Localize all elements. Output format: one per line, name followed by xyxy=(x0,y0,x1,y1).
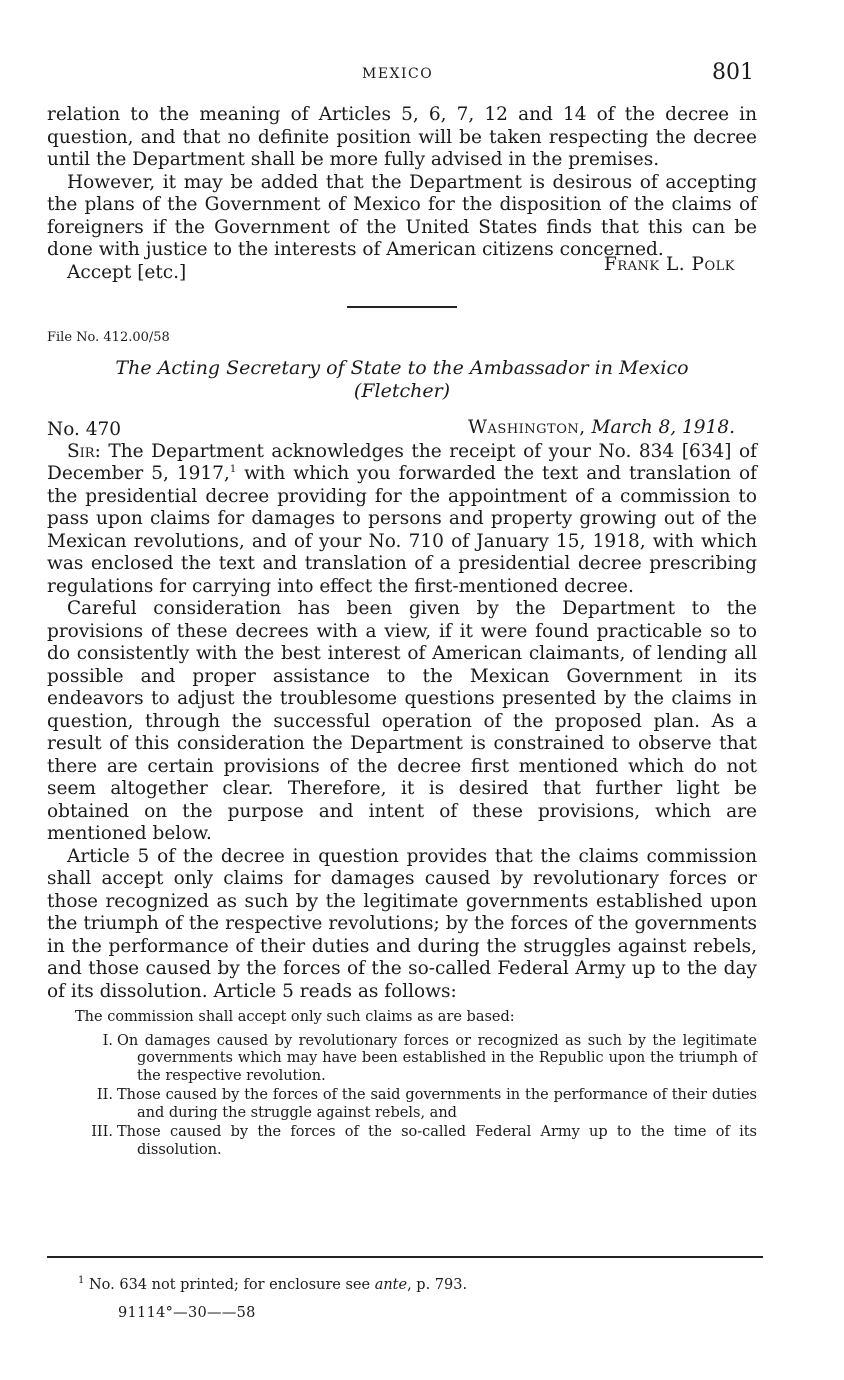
paragraph xyxy=(47,441,757,599)
paragraph: However, it may be added that the Department is desirous of accepting the plans of the Government of Mexico for the disposition of the claims of foreigners if the Government of the United States finds that this can be done with justice to the interests of American citizens concerned. xyxy=(47,171,757,260)
document-heading: The Acting Secretary of State to the Ambassador in Mexico (Fletcher) xyxy=(115,356,689,402)
quote-item xyxy=(47,1087,757,1122)
footnote-text: , p. 793. xyxy=(407,1277,468,1293)
quote-item xyxy=(47,1033,757,1086)
running-head xyxy=(0,60,844,90)
quote-intro: The commission shall accept only such claims as are based: xyxy=(75,1009,515,1025)
dateline-place: Washington, xyxy=(468,416,586,438)
document-number: No. 470 xyxy=(47,418,122,440)
quote-item-number: I. xyxy=(102,1032,113,1049)
footnote-reference: 1 xyxy=(229,463,237,475)
paragraph: Article 5 of the decree in question provides that the claims commission shall accept only claims for damages caused by revolutionary forces or those recognized as such by the legitimate governments established upon the triumph of the respective revolutions; by the forces of the governments in the performance of their duties and during the struggles against rebels, and those caused by the forces of the so-called Federal Army up to the day of its dissolution. Article 5 reads as follows: xyxy=(47,845,757,1002)
dateline-row xyxy=(47,417,757,441)
footnote-rule xyxy=(47,1256,763,1258)
salutation: Sir: xyxy=(67,440,101,462)
quote-item xyxy=(47,1124,757,1159)
dateline-date: March 8, 1918. xyxy=(591,416,735,438)
running-head-title: MEXICO xyxy=(362,66,434,82)
print-code: 91114°—30——58 xyxy=(118,1305,256,1321)
paragraph: Careful consideration has been given by the Department to the provisions of these decrees with a view, if it were found practicable so to do consistently with the best interest of American claimants, of lending all possible and proper assistance to the Mexican Government in its endeavors to adjust the troublesome questions presented by the claims in question, through the successful operation of the proposed plan. As a result of this consideration the Department is constrained to observe that there are certain provisions of the decree first mentioned which do not seem altogether clear. Therefore, it is desired that further light be obtained on the purpose and intent of these provisions, which are mentioned below. xyxy=(47,598,757,844)
quote-item-text: Those caused by the forces of the so-called Federal Army up to the time of its dissolution. xyxy=(117,1124,757,1158)
paragraph-text: The Department acknowledges the receipt of your No. 834 [634] of December 5, 1917, xyxy=(47,440,757,484)
signature: Frank L. Polk xyxy=(604,253,735,275)
body-text xyxy=(47,104,757,1161)
footnote xyxy=(78,1277,467,1293)
block-quote xyxy=(47,1009,757,1159)
section-divider xyxy=(347,306,457,308)
continued-paragraph: relation to the meaning of Articles 5, 6, 7, 12 and 14 of the decree in question, and that no definite position will be taken respecting the decree until the Department shall be more fully advised in the premises. xyxy=(47,104,757,170)
quote-item-number: II. xyxy=(96,1087,113,1103)
file-number: File No. 412.00/58 xyxy=(47,329,170,345)
footnote-text: No. 634 not printed; for enclosure see xyxy=(84,1277,375,1293)
quote-item-number: III. xyxy=(91,1124,113,1140)
footnote-marker: 1 xyxy=(78,1275,85,1287)
quote-item-text: On damages caused by revolutionary forces or recognized as such by the legitimate governments which may have been established in the Republic upon the triumph of the respective revolution. xyxy=(117,1032,757,1084)
closing-row xyxy=(47,253,757,288)
footnote-ante: ante xyxy=(374,1277,408,1293)
complimentary-close: Accept [etc.] xyxy=(67,261,187,283)
quote-item-text: Those caused by the forces of the said governments in the performance of their duties and during the struggle against rebels, and xyxy=(117,1087,757,1121)
page-number: 801 xyxy=(712,60,754,85)
paragraph-text: with which you forwarded the text and translation of the presidential decree providing for the appointment of a commission to pass upon claims for damages to persons and property growing out of the Mexican revolutions, and of your No. 710 of January 15, 1918, with which was enclosed the text and translation of a presidential decree prescribing regulations for carrying into effect the first-mentioned decree. xyxy=(47,463,758,597)
dateline xyxy=(468,417,735,438)
